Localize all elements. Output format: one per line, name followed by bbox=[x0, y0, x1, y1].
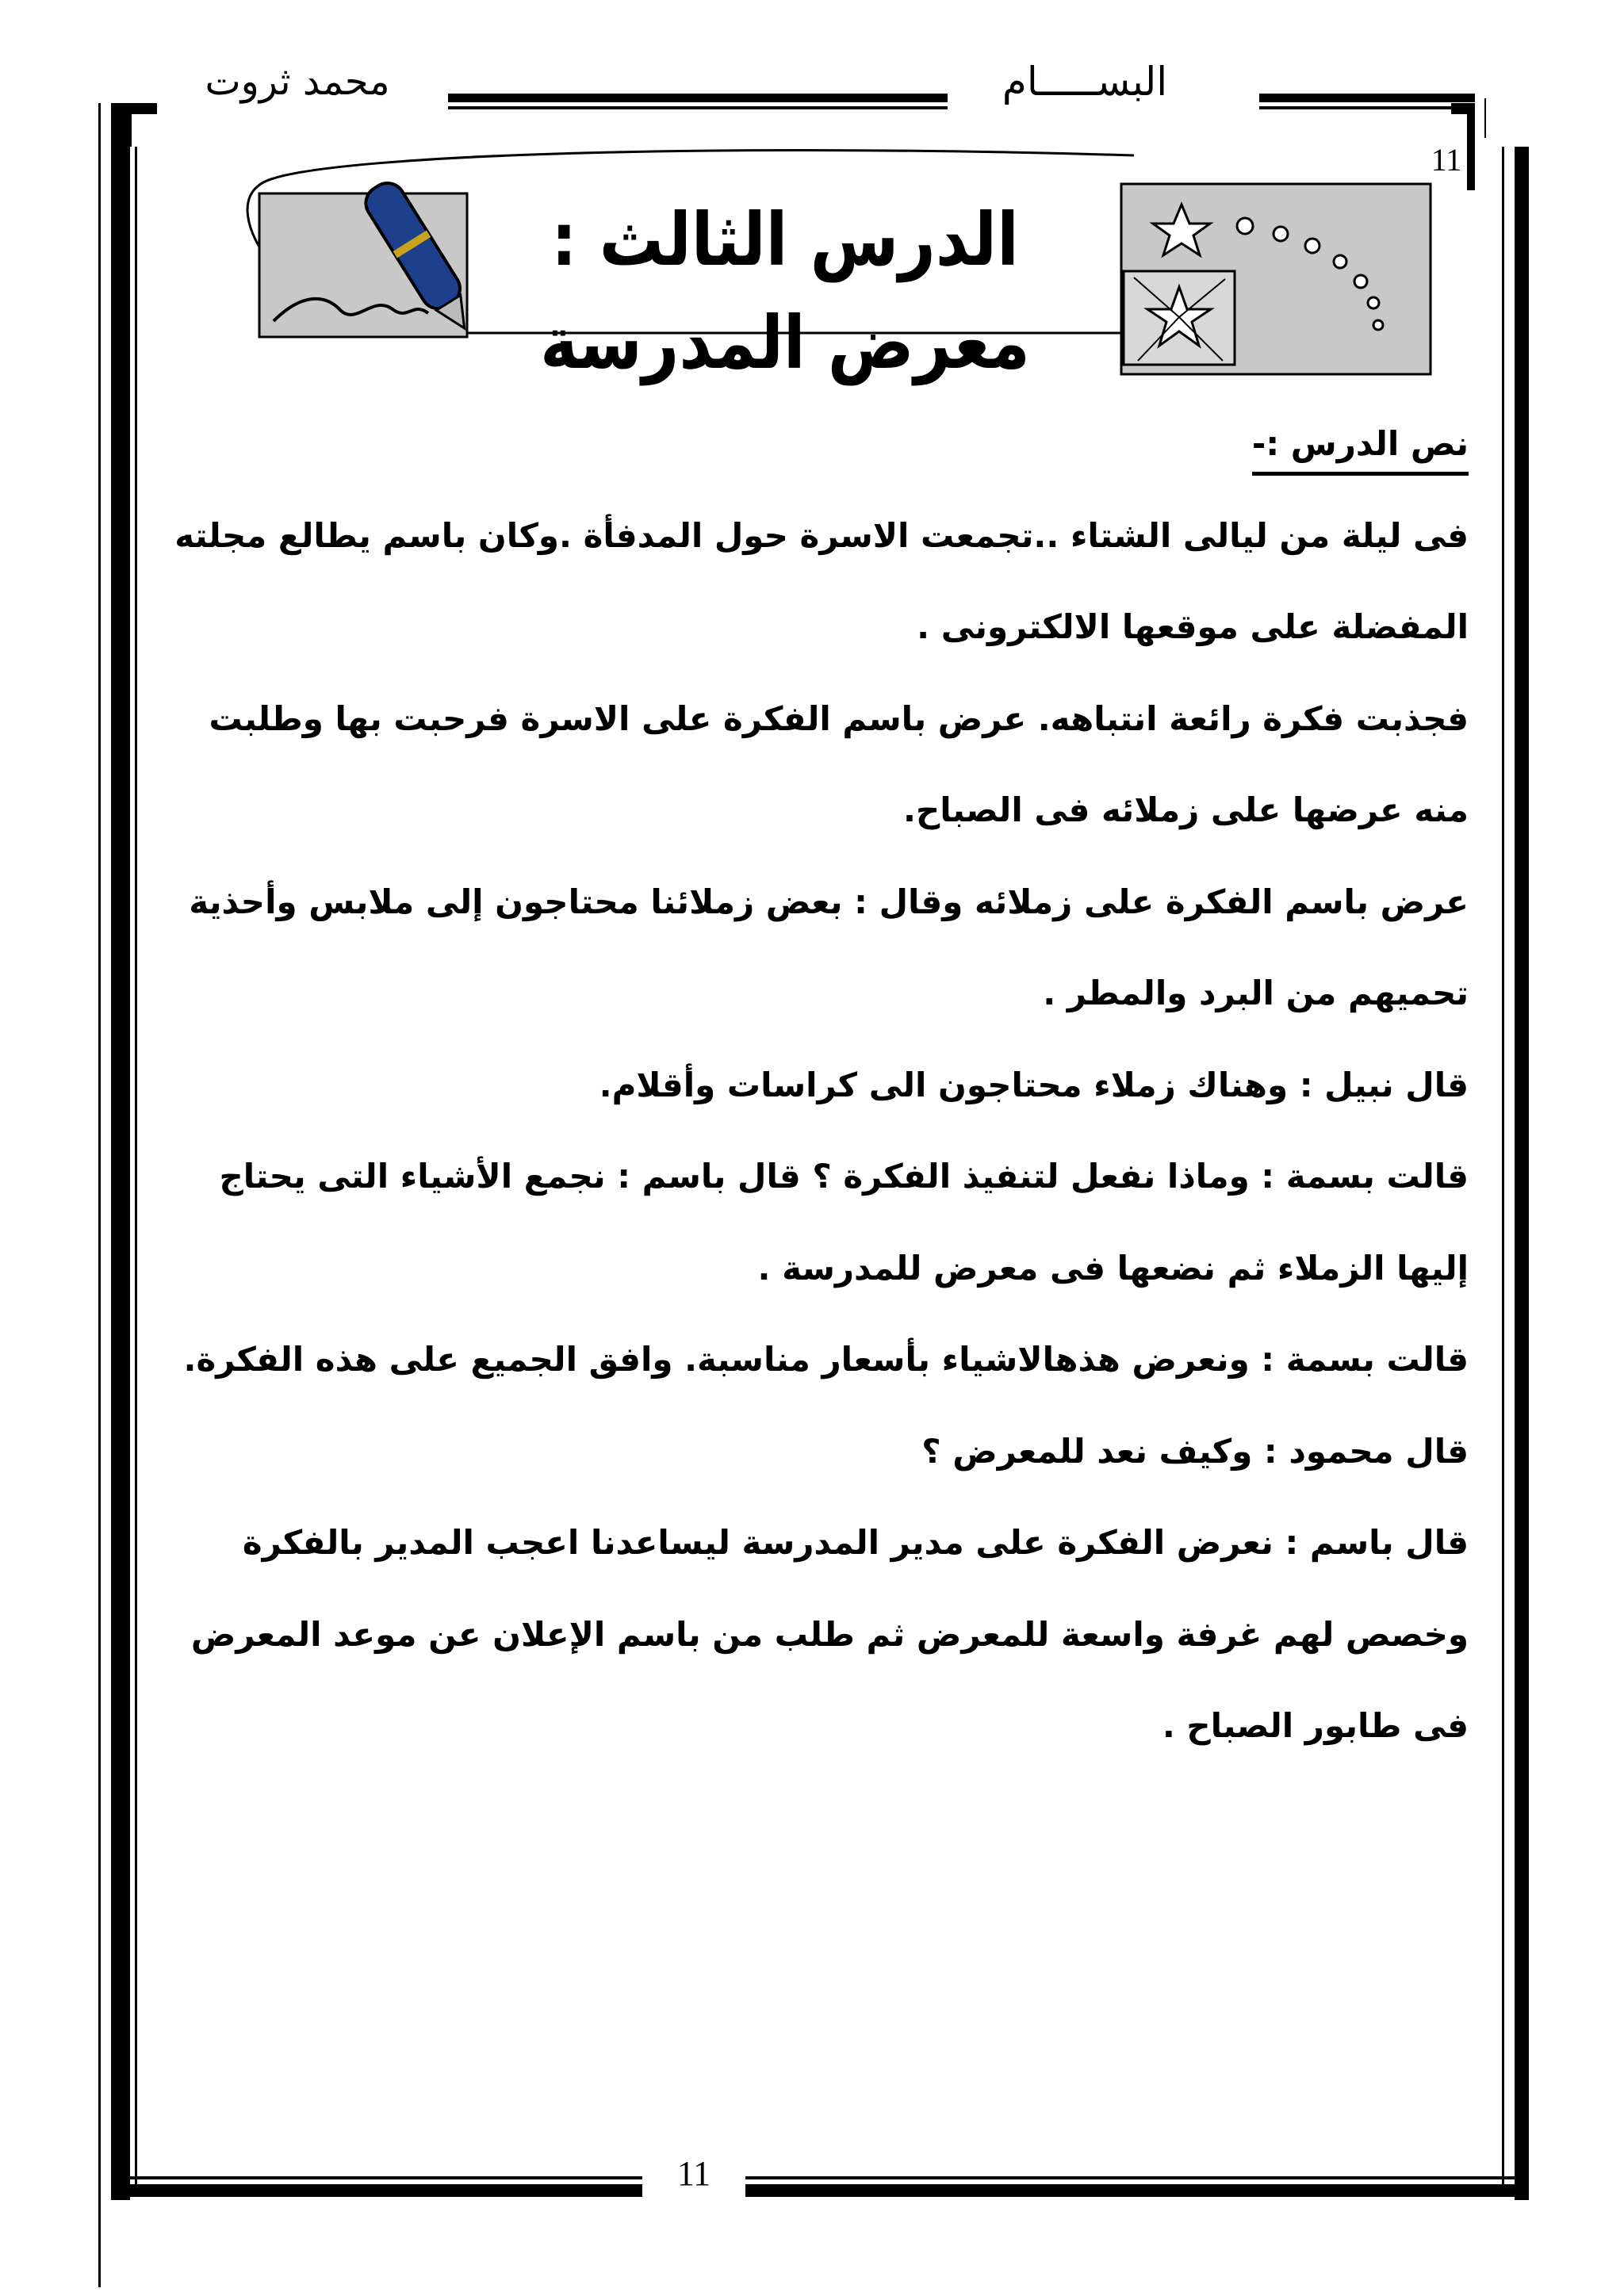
paragraph: قالت بسمة : وماذا نفعل لتنفيذ الفكرة ؟ قال باسم : نجمع الأشياء التى يحتاج إليها الزملاء ثم نضعها فى معرض للمدرسة . bbox=[219, 1157, 1469, 1288]
paragraph: فجذبت فكرة رائعة انتباهه. عرض باسم الفكرة على الاسرة فرحبت بها وطلبت منه عرضها على زملائه فى الصباح. bbox=[209, 698, 1469, 829]
lesson-title: الدرس الثالث : معرض المدرسة bbox=[540, 197, 1030, 385]
star-burst-icon bbox=[1124, 271, 1235, 365]
page-number-bottom: 11 bbox=[662, 2153, 726, 2194]
section-label bbox=[152, 398, 1469, 490]
frame-left-border bbox=[111, 147, 137, 2200]
paragraph: قال محمود : وكيف نعد للمعرض ؟ bbox=[921, 1431, 1469, 1471]
frame-right-border bbox=[1502, 147, 1529, 2200]
paragraph: قال نبيل : وهناك زملاء محتاجون الى كراسات وأقلام. bbox=[599, 1065, 1469, 1104]
footer-rule bbox=[111, 2172, 1529, 2200]
pen-icon bbox=[259, 177, 481, 339]
page-number-top: 11 bbox=[1431, 142, 1462, 178]
header-title: البســـــام bbox=[1002, 59, 1168, 105]
paragraph: قالت بسمة : ونعرض هذهالاشياء بأسعار مناسبة. وافق الجميع على هذه الفكرة. bbox=[183, 1340, 1469, 1379]
paragraph: فى ليلة من ليالى الشتاء ..تجمعت الاسرة حول المدفأة .وكان باسم يطالع مجلته المفضلة على موقعها الالكترونى . bbox=[174, 515, 1469, 646]
header-author: محمد ثروت bbox=[205, 59, 390, 104]
paragraph: قال باسم : نعرض الفكرة على مدير المدرسة ليساعدنا اعجب المدير بالفكرة وخصص لهم غرفة واسعة للمعرض ثم طلب من باسم الإعلان عن موعد المعرض فى طابور الصباح . bbox=[190, 1523, 1469, 1745]
paragraph: عرض باسم الفكرة على زملائه وقال : بعض زملائنا محتاجون إلى ملابس وأحذية تحميهم من البرد والمطر . bbox=[189, 882, 1469, 1012]
lesson-body bbox=[152, 398, 1469, 1772]
section-label-text: نص الدرس :- bbox=[1252, 416, 1469, 476]
